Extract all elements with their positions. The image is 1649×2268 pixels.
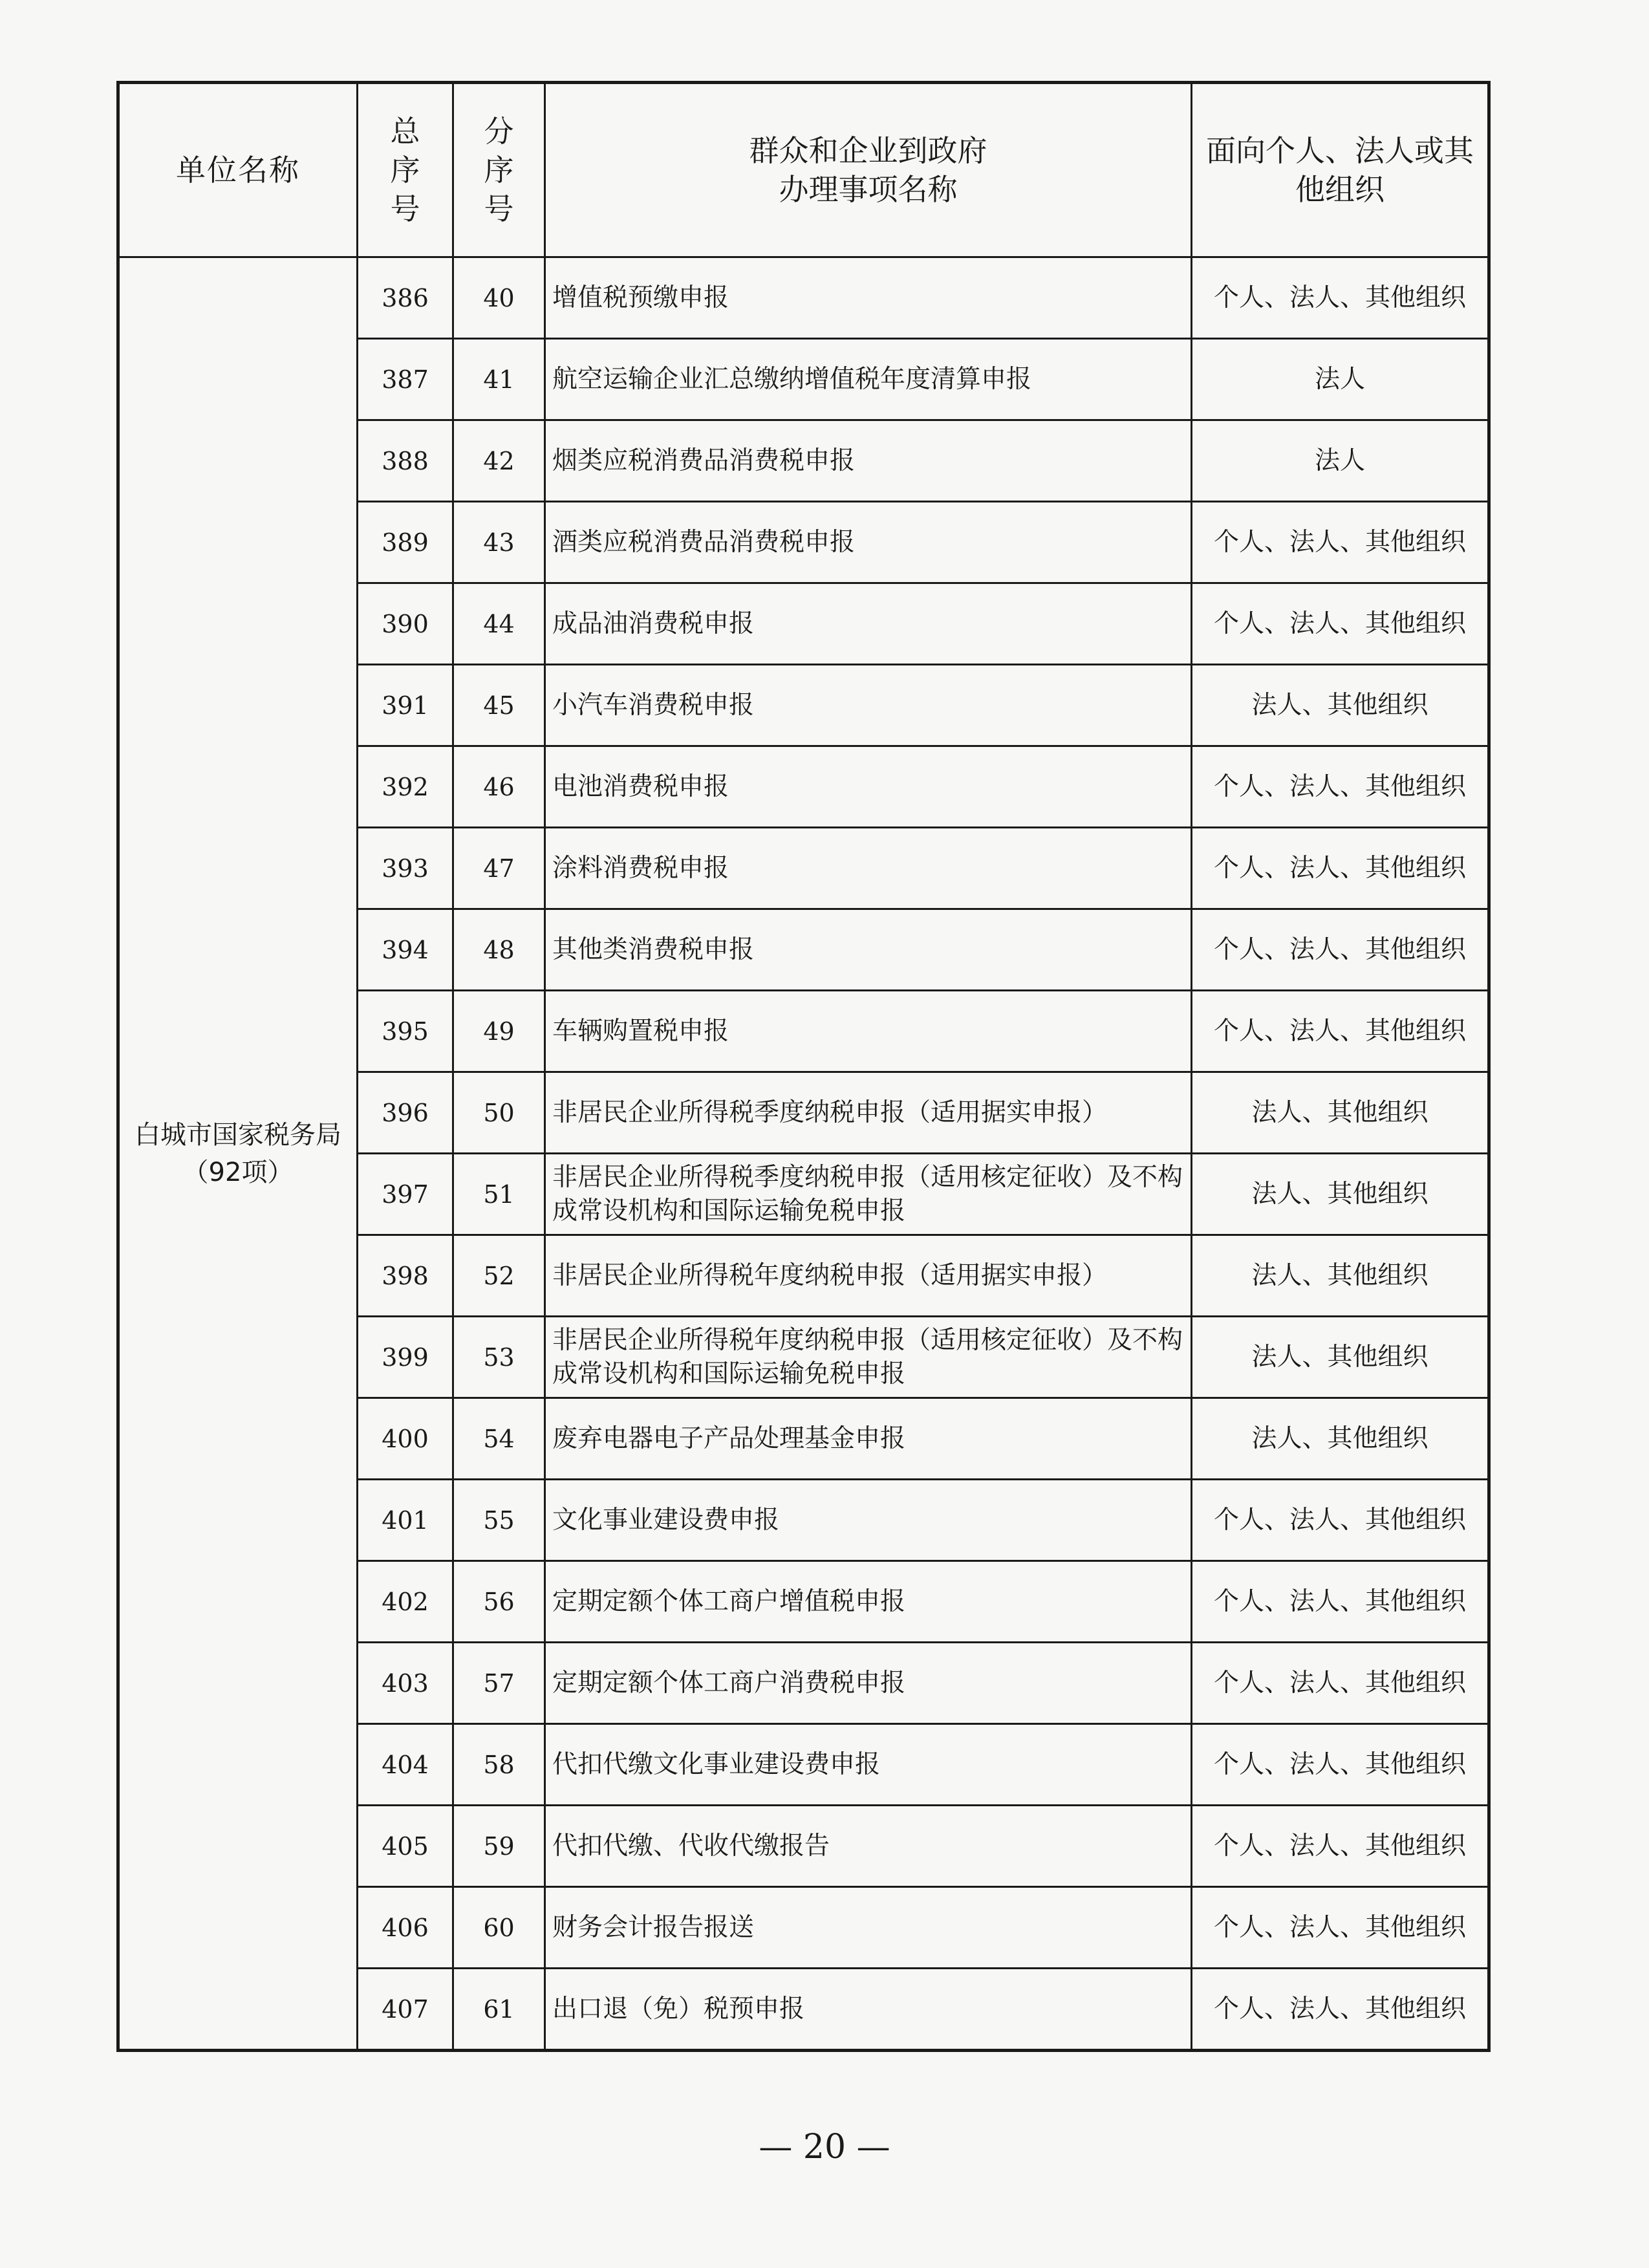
item-name-cell: 小汽车消费税申报	[545, 665, 1192, 746]
total-number-cell: 405	[358, 1806, 453, 1887]
item-name-cell: 非居民企业所得税季度纳税申报（适用核定征收）及不构成常设机构和国际运输免税申报	[545, 1154, 1192, 1235]
sub-number-cell: 43	[453, 502, 545, 583]
sub-number-cell: 51	[453, 1154, 545, 1235]
total-number-cell: 400	[358, 1398, 453, 1480]
total-number-cell: 393	[358, 828, 453, 909]
total-number-cell: 401	[358, 1480, 453, 1561]
target-group-cell: 个人、法人、其他组织	[1192, 909, 1489, 991]
target-group-cell: 个人、法人、其他组织	[1192, 583, 1489, 665]
item-name-cell: 定期定额个体工商户消费税申报	[545, 1643, 1192, 1724]
sub-number-cell: 44	[453, 583, 545, 665]
target-group-cell: 个人、法人、其他组织	[1192, 1561, 1489, 1643]
total-number-cell: 397	[358, 1154, 453, 1235]
target-group-cell: 个人、法人、其他组织	[1192, 1806, 1489, 1887]
total-number-cell: 390	[358, 583, 453, 665]
item-name-cell: 非居民企业所得税年度纳税申报（适用据实申报）	[545, 1235, 1192, 1317]
sub-number-cell: 47	[453, 828, 545, 909]
matters-table	[116, 81, 1491, 2052]
sub-number-cell: 55	[453, 1480, 545, 1561]
unit-name: 白城市国家税务局	[135, 1119, 341, 1150]
unit-item-count: （92项）	[182, 1157, 294, 1187]
target-group-cell: 法人	[1192, 339, 1489, 420]
target-group-cell: 法人、其他组织	[1192, 1317, 1489, 1398]
sub-number-cell: 42	[453, 420, 545, 502]
sub-number-cell: 54	[453, 1398, 545, 1480]
total-number-cell: 403	[358, 1643, 453, 1724]
item-name-cell: 出口退（免）税预申报	[545, 1969, 1192, 2051]
total-number-cell: 398	[358, 1235, 453, 1317]
sub-number-cell: 45	[453, 665, 545, 746]
item-name-cell: 非居民企业所得税季度纳税申报（适用据实申报）	[545, 1072, 1192, 1154]
target-group-cell: 个人、法人、其他组织	[1192, 257, 1489, 339]
header-sub-number: 分序号	[453, 83, 545, 257]
target-group-cell: 个人、法人、其他组织	[1192, 1969, 1489, 2051]
total-number-cell: 402	[358, 1561, 453, 1643]
total-number-cell: 389	[358, 502, 453, 583]
target-group-cell: 个人、法人、其他组织	[1192, 746, 1489, 828]
header-total-number: 总序号	[358, 83, 453, 257]
target-group-cell: 法人、其他组织	[1192, 665, 1489, 746]
target-group-cell: 个人、法人、其他组织	[1192, 1480, 1489, 1561]
item-name-cell: 文化事业建设费申报	[545, 1480, 1192, 1561]
sub-number-cell: 40	[453, 257, 545, 339]
table-body	[118, 257, 1489, 2051]
item-name-cell: 代扣代缴文化事业建设费申报	[545, 1724, 1192, 1806]
sub-number-cell: 49	[453, 991, 545, 1072]
item-name-cell: 其他类消费税申报	[545, 909, 1192, 991]
item-name-cell: 废弃电器电子产品处理基金申报	[545, 1398, 1192, 1480]
target-group-cell: 法人、其他组织	[1192, 1398, 1489, 1480]
total-number-cell: 386	[358, 257, 453, 339]
item-name-cell: 烟类应税消费品消费税申报	[545, 420, 1192, 502]
target-group-cell: 法人、其他组织	[1192, 1072, 1489, 1154]
sub-number-cell: 41	[453, 339, 545, 420]
target-group-cell: 个人、法人、其他组织	[1192, 828, 1489, 909]
item-name-cell: 酒类应税消费品消费税申报	[545, 502, 1192, 583]
target-group-cell: 法人、其他组织	[1192, 1235, 1489, 1317]
item-name-cell: 增值税预缴申报	[545, 257, 1192, 339]
sub-number-cell: 58	[453, 1724, 545, 1806]
table-row	[118, 257, 1489, 339]
target-group-cell: 个人、法人、其他组织	[1192, 1643, 1489, 1724]
total-number-cell: 395	[358, 991, 453, 1072]
sub-number-cell: 48	[453, 909, 545, 991]
unit-name-cell	[118, 257, 358, 2051]
total-number-cell: 407	[358, 1969, 453, 2051]
target-group-cell: 个人、法人、其他组织	[1192, 502, 1489, 583]
item-name-cell: 代扣代缴、代收代缴报告	[545, 1806, 1192, 1887]
target-group-cell: 法人、其他组织	[1192, 1154, 1489, 1235]
item-name-cell: 电池消费税申报	[545, 746, 1192, 828]
item-name-cell: 车辆购置税申报	[545, 991, 1192, 1072]
item-name-cell: 涂料消费税申报	[545, 828, 1192, 909]
sub-number-cell: 56	[453, 1561, 545, 1643]
item-name-cell: 非居民企业所得税年度纳税申报（适用核定征收）及不构成常设机构和国际运输免税申报	[545, 1317, 1192, 1398]
item-name-cell: 成品油消费税申报	[545, 583, 1192, 665]
total-number-cell: 396	[358, 1072, 453, 1154]
sub-number-cell: 60	[453, 1887, 545, 1969]
page-number: — 20 —	[759, 2128, 890, 2166]
total-number-cell: 399	[358, 1317, 453, 1398]
total-number-cell: 392	[358, 746, 453, 828]
header-unit-name: 单位名称	[118, 83, 358, 257]
total-number-cell: 387	[358, 339, 453, 420]
target-group-cell: 法人	[1192, 420, 1489, 502]
total-number-cell: 406	[358, 1887, 453, 1969]
total-number-cell: 388	[358, 420, 453, 502]
total-number-cell: 391	[358, 665, 453, 746]
table-header-row	[118, 83, 1489, 257]
header-target-group: 面向个人、法人或其他组织	[1192, 83, 1489, 257]
total-number-cell: 404	[358, 1724, 453, 1806]
target-group-cell: 个人、法人、其他组织	[1192, 1887, 1489, 1969]
sub-number-cell: 50	[453, 1072, 545, 1154]
target-group-cell: 个人、法人、其他组织	[1192, 991, 1489, 1072]
sub-number-cell: 53	[453, 1317, 545, 1398]
sub-number-cell: 61	[453, 1969, 545, 2051]
sub-number-cell: 52	[453, 1235, 545, 1317]
header-item-name: 群众和企业到政府办理事项名称	[545, 83, 1192, 257]
sub-number-cell: 59	[453, 1806, 545, 1887]
total-number-cell: 394	[358, 909, 453, 991]
item-name-cell: 航空运输企业汇总缴纳增值税年度清算申报	[545, 339, 1192, 420]
sub-number-cell: 57	[453, 1643, 545, 1724]
item-name-cell: 定期定额个体工商户增值税申报	[545, 1561, 1192, 1643]
sub-number-cell: 46	[453, 746, 545, 828]
item-name-cell: 财务会计报告报送	[545, 1887, 1192, 1969]
target-group-cell: 个人、法人、其他组织	[1192, 1724, 1489, 1806]
